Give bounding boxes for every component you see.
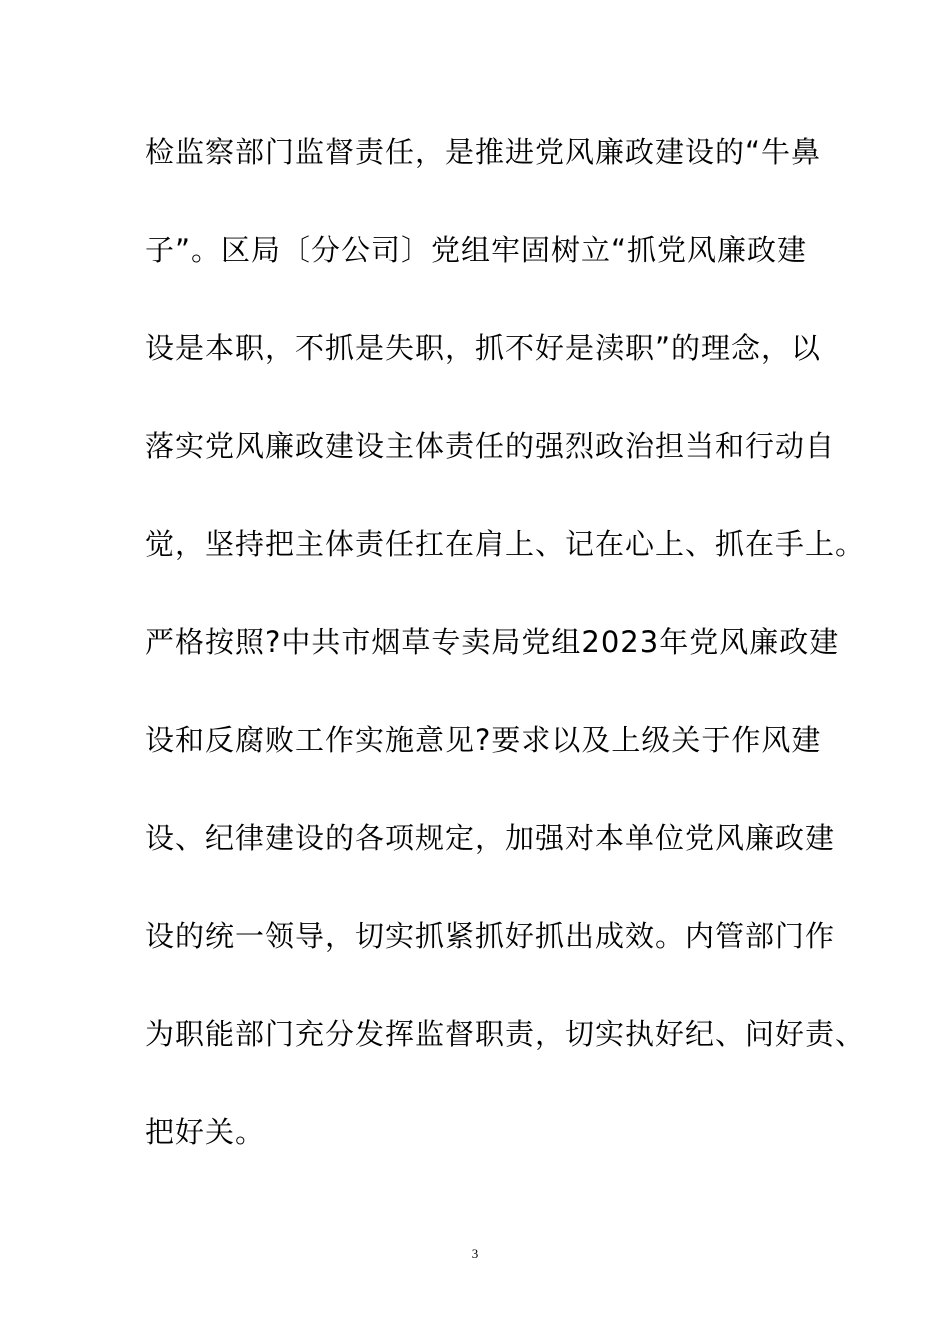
body-text — [145, 128, 866, 1206]
text-line: 设是本职，不抓是失职，抓不好是渎职”的理念，以 — [145, 331, 822, 365]
text-line: 严格按照?中共市烟草专卖局党组2023年党风廉政建 — [145, 625, 840, 659]
text-line: 检监察部门监督责任，是推进党风廉政建设的“牛鼻 — [145, 135, 822, 169]
text-line: 设的统一领导，切实抓紧抓好抓出成效。内管部门作 — [145, 919, 836, 953]
text-line: 设和反腐败工作实施意见?要求以及上级关于作风建 — [145, 723, 822, 757]
page-number: 3 — [471, 1246, 479, 1261]
text-line: 落实党风廉政建设主体责任的强烈政治担当和行动自 — [145, 429, 836, 463]
text-line: 觉，坚持把主体责任扛在肩上、记在心上、抓在手上。 — [145, 527, 866, 561]
text-line: 设、纪律建设的各项规定，加强对本单位党风廉政建 — [145, 821, 836, 855]
text-line: 把好关。 — [145, 1115, 266, 1149]
text-line: 为职能部门充分发挥监督职责，切实执好纪、问好责、 — [145, 1017, 866, 1051]
text-line: 子”。区局〔分公司〕党组牢固树立“抓党风廉政建 — [145, 233, 808, 267]
